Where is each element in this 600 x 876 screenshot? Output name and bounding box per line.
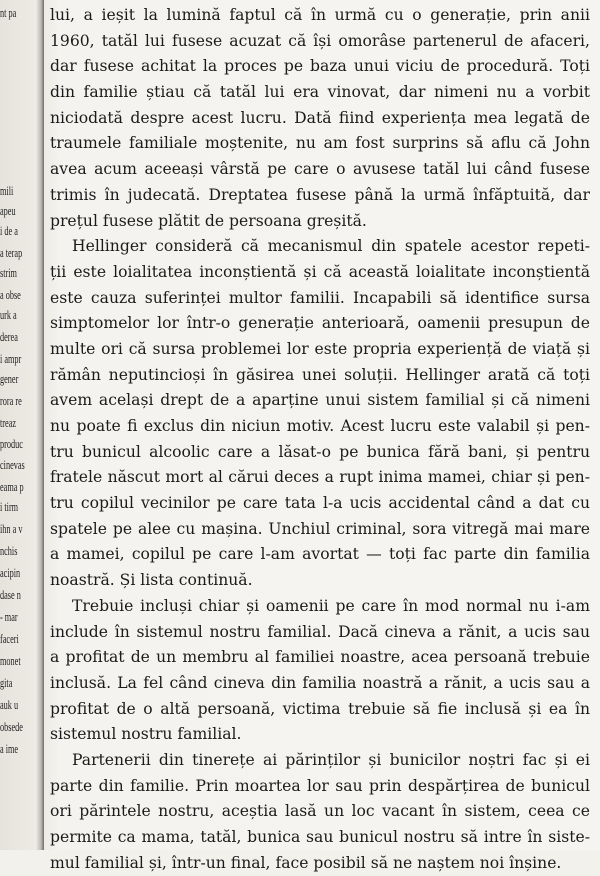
- adjacent-page-fragment: a ime: [0, 742, 19, 756]
- text-line: 1960, tatăl lui fusese acuzat că își omorâse partenerul de afaceri,: [50, 31, 590, 50]
- adjacent-page-fragment: i ampr: [0, 352, 22, 366]
- adjacent-page-fragment: derea: [0, 330, 18, 344]
- paragraph: [50, 594, 590, 748]
- adjacent-page-fragment: acipin: [0, 566, 21, 580]
- adjacent-page-fragment: monet: [0, 654, 21, 668]
- text-line: nu poate fi exclus din niciun motiv. Acest lucru este valabil și pen-: [50, 417, 590, 435]
- text-line: tru copilul vecinilor pe care tata l-a ucis accidental când a dat cu: [50, 494, 590, 513]
- adjacent-page-fragment: a obse: [0, 288, 21, 302]
- text-line: sistemul nostru familial.: [50, 725, 242, 744]
- adjacent-page-fragment: - mar: [0, 610, 18, 624]
- text-line: ții este loialitatea inconștientă și că această loialitate inconștientă: [50, 262, 590, 281]
- adjacent-page-fragment: apeu: [0, 204, 16, 218]
- text-line: Partenerii din tinerețe ai părinților și bunicilor noștri fac și ei: [72, 750, 590, 769]
- text-line: avem același drept de a aparține unui sistem familial și că nimeni: [50, 391, 590, 410]
- adjacent-page-fragment: i de a: [0, 224, 18, 238]
- text-line: din familie știau că tatăl lui era vinovat, dar nimeni nu a vorbit: [50, 83, 590, 102]
- text-line: a mamei, copilul pe care l-am avortat — toți fac parte din familia: [50, 545, 590, 564]
- adjacent-page-fragment: rora re: [0, 394, 22, 408]
- adjacent-page-fragment: auk u: [0, 698, 19, 712]
- text-line: ori părintele nostru, aceștia lasă un loc vacant în sistem, ceea ce: [50, 802, 590, 821]
- adjacent-page-fragment: gener: [0, 372, 19, 386]
- adjacent-page-fragment: eama p: [0, 480, 24, 494]
- page-body-text: [50, 3, 590, 876]
- text-line: multe ori că sursa problemei lor este propria experiență de viață și: [50, 339, 590, 358]
- adjacent-page-fragment: i tirm: [0, 500, 19, 514]
- text-line: prețul fusese plătit de persoana greșită.: [50, 211, 367, 230]
- adjacent-page-fragment: gita: [0, 676, 13, 690]
- text-line: permite ca mama, tatăl, bunica sau bunicul nostru să intre în siste-: [50, 828, 590, 846]
- text-line: mul familial și, într-un final, face posibil să ne naștem noi înșine.: [50, 853, 562, 872]
- adjacent-page-fragment: dase n: [0, 588, 21, 602]
- text-line: trimis în judecată. Dreptatea fusese până la urmă înfăptuită, dar: [50, 185, 590, 204]
- text-line: noastră. Și lista continuă.: [50, 571, 253, 590]
- adjacent-page-fragment: ihn a v: [0, 522, 23, 536]
- text-line: tru bunicul alcoolic care a lăsat-o pe bunica fără bani, și pentru: [50, 442, 590, 461]
- text-line: avea acum aceeași vârstă pe care o avusese tatăl lui când fusese: [50, 160, 590, 179]
- text-line: spatele pe alee cu mașina. Unchiul criminal, sora vitregă mai mare: [50, 519, 590, 538]
- adjacent-page-fragment: obsede: [0, 720, 23, 734]
- adjacent-page-fragment: mili: [0, 184, 14, 198]
- paragraph: [50, 748, 590, 876]
- text-line: fratele născut mort al cărui deces a rupt inima mamei, chiar și pen-: [50, 468, 590, 487]
- text-line: parte din familie. Prin moartea lor sau prin despărțirea de bunicul: [50, 776, 590, 795]
- text-line: este cauza suferinței multor familii. Incapabili să identifice sursa: [50, 288, 590, 307]
- text-line: profitat de o altă persoană, victima trebuie să fie inclusă și ea în: [50, 699, 590, 718]
- text-line: Hellinger consideră că mecanismul din spatele acestor repeti-: [72, 237, 590, 256]
- adjacent-page-fragment: strim: [0, 266, 17, 280]
- text-line: include în sistemul nostru familial. Dacă cineva a rănit, a ucis sau: [50, 622, 590, 641]
- text-line: lui, a ieșit la lumină faptul că în urmă cu o generație, prin anii: [50, 6, 590, 24]
- adjacent-page-fragment: cinevas: [0, 458, 25, 472]
- text-line: a profitat de un membru al familiei noastre, acea persoană trebuie: [50, 648, 590, 667]
- adjacent-page-fragment: nchis: [0, 544, 18, 558]
- adjacent-page-fragment: urk a: [0, 308, 17, 322]
- paragraph: [50, 3, 590, 234]
- adjacent-page-fragment: produc: [0, 437, 23, 451]
- adjacent-page-fragment: a terap: [0, 246, 23, 260]
- adjacent-page-fragment: faceri: [0, 632, 19, 646]
- paragraph: [50, 234, 590, 594]
- text-line: traumele familiale moștenite, nu am fost surprins să aflu că John: [50, 134, 590, 153]
- text-line: inclusă. La fel când cineva din familia noastră a rănit, a ucis sau a: [50, 673, 590, 692]
- text-line: rămân neputincioși în găsirea unei soluții. Hellinger arată că toți: [50, 365, 590, 384]
- text-line: Trebuie incluși chiar și oamenii pe care în mod normal nu i-am: [72, 596, 590, 615]
- text-line: simptomelor lor într-o generație anterioară, oamenii presupun de: [50, 314, 590, 333]
- adjacent-page-fragment: nt pa: [0, 6, 17, 20]
- text-line: niciodată despre acest lucru. Dată fiind experiența mea legată de: [50, 108, 590, 127]
- adjacent-page-fragment: treaz: [0, 416, 17, 430]
- text-line: dar fusese achitat la proces pe baza unui viciu de procedură. Toți: [50, 57, 590, 76]
